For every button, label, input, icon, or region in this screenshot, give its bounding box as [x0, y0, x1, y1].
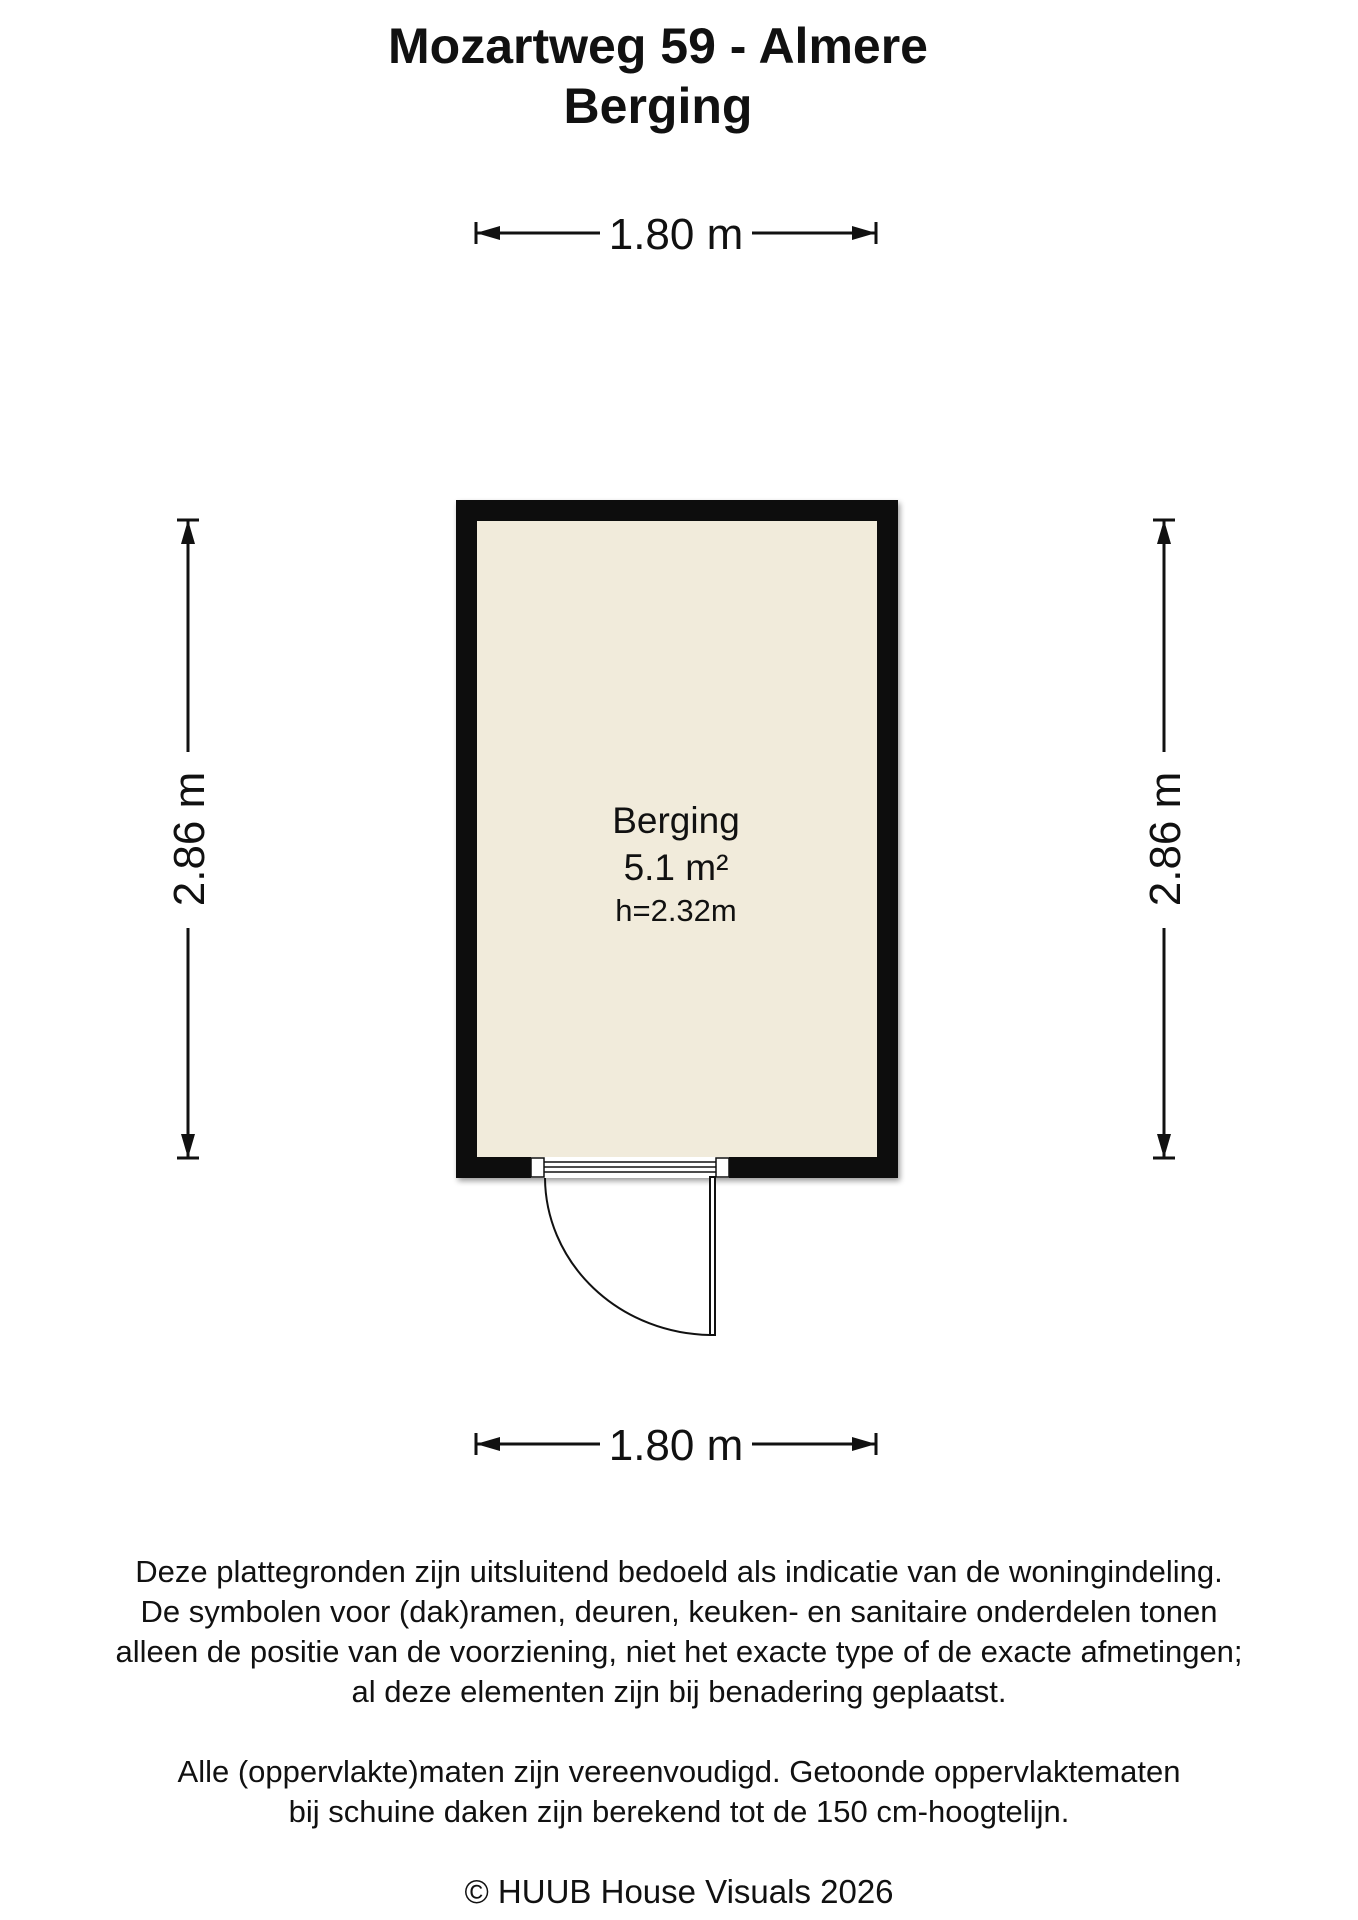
- dimension-top-label: 1.80 m: [608, 210, 744, 259]
- door-swing-arc: [545, 1178, 710, 1335]
- dimension-bottom-label: 1.80 m: [608, 1421, 744, 1470]
- disclaimer-line: alleen de positie van de voorziening, niet het exacte type of de exacte afmetingen;: [115, 1634, 1243, 1669]
- page-title: Mozartweg 59 - Almere: [388, 18, 928, 74]
- dimension-left-label: 2.86 m: [165, 771, 214, 907]
- disclaimer-line: De symbolen voor (dak)ramen, deuren, keuken- en sanitaire onderdelen tonen: [140, 1594, 1218, 1629]
- disclaimer-line: al deze elementen zijn bij benadering geplaatst.: [351, 1674, 1007, 1709]
- disclaimer-paragraph-1: [0, 1552, 1358, 1712]
- disclaimer-line: Alle (oppervlakte)maten zijn vereenvoudigd. Getoonde oppervlaktematen: [177, 1754, 1181, 1789]
- dimension-right-label: 2.86 m: [1141, 771, 1190, 907]
- disclaimer-paragraph-2: [0, 1752, 1358, 1832]
- door: [531, 1157, 729, 1335]
- room-area: 5.1 m²: [623, 847, 729, 888]
- room-height: h=2.32m: [615, 893, 737, 928]
- floor-subtitle: Berging: [563, 78, 753, 134]
- disclaimer-line: Deze plattegronden zijn uitsluitend bedoeld als indicatie van de woningindeling.: [135, 1554, 1223, 1589]
- disclaimer-line: bij schuine daken zijn berekend tot de 150 cm-hoogtelijn.: [288, 1794, 1070, 1829]
- room-name: Berging: [612, 800, 740, 841]
- door-leaf: [710, 1177, 715, 1335]
- copyright-notice: © HUUB House Visuals 2026: [464, 1873, 894, 1910]
